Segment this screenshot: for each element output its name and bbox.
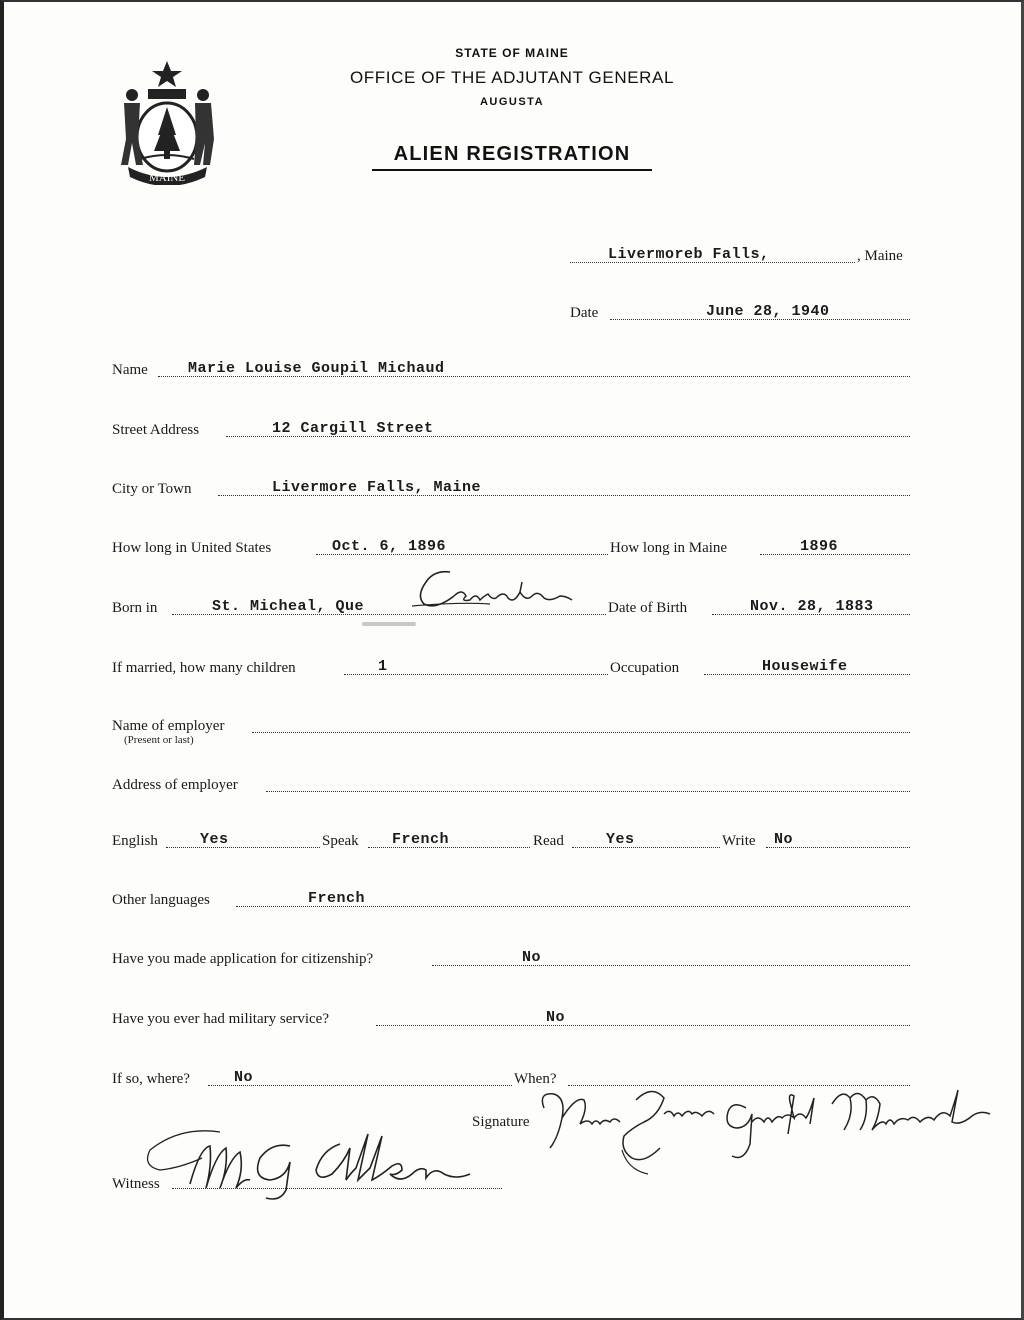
languages-row [0, 826, 1024, 852]
employer-address-row [0, 770, 1024, 796]
maine-since-value: 1896 [800, 538, 839, 555]
signature-handwritten [532, 1078, 994, 1182]
street-label: Street Address [112, 422, 200, 438]
title-underline [372, 169, 652, 171]
page-title: ALIEN REGISTRATION [393, 143, 631, 165]
date-row [0, 298, 1024, 324]
military-label: Have you ever had military service? [112, 1011, 329, 1027]
witness-handwritten [140, 1118, 480, 1208]
header-state: STATE OF MAINE [455, 46, 569, 60]
place-row [0, 241, 1024, 267]
dob-value: Nov. 28, 1883 [750, 598, 874, 615]
street-row [0, 415, 1024, 441]
where-label: If so, where? [112, 1071, 190, 1087]
name-row [0, 355, 1024, 381]
date-value: June 28, 1940 [706, 303, 830, 320]
us-since-label: How long in United States [112, 540, 272, 556]
when-label: When? [514, 1071, 557, 1087]
children-row [0, 653, 1024, 679]
speak-label: Speak [322, 833, 359, 849]
occupation-label: Occupation [610, 660, 680, 676]
signature-label: Signature [472, 1114, 530, 1130]
place-value: Livermoreb Falls, [608, 246, 770, 263]
write-label: Write [722, 833, 756, 849]
children-label: If married, how many children [112, 660, 296, 676]
city-value: Livermore Falls, Maine [272, 479, 482, 496]
citizenship-label: Have you made application for citizenship? [112, 951, 374, 967]
date-label: Date [570, 305, 599, 321]
handwritten-canada [410, 566, 580, 616]
military-value: No [546, 1009, 566, 1026]
city-row [0, 474, 1024, 500]
born-label: Born in [112, 600, 158, 616]
other-languages-label: Other languages [112, 892, 210, 908]
other-languages-row [0, 885, 1024, 911]
born-value: St. Micheal, Que [212, 598, 365, 615]
employer-sublabel: (Present or last) [124, 734, 194, 746]
dob-label: Date of Birth [608, 600, 688, 616]
write-value: No [774, 831, 794, 848]
residence-row [0, 533, 1024, 559]
name-label: Name [112, 362, 148, 378]
military-row [0, 1004, 1024, 1030]
english-label: English [112, 833, 158, 849]
occupation-value: Housewife [762, 658, 848, 675]
seal-text: MAINE [148, 172, 186, 184]
children-value: 1 [378, 658, 388, 675]
header-city: AUGUSTA [479, 96, 545, 108]
other-languages-value: French [308, 890, 366, 907]
street-value: 12 Cargill Street [272, 420, 434, 437]
where-value: No [234, 1069, 254, 1086]
header-office: OFFICE OF THE ADJUTANT GENERAL [349, 68, 675, 87]
citizenship-value: No [522, 949, 542, 966]
read-label: Read [533, 833, 564, 849]
read-value: Yes [606, 831, 635, 848]
place-suffix: , Maine [857, 248, 903, 264]
ink-smudge [362, 622, 416, 626]
maine-since-label: How long in Maine [610, 540, 728, 556]
employer-address-label: Address of employer [112, 777, 238, 793]
witness-label: Witness [112, 1176, 160, 1192]
speak-value: French [392, 831, 450, 848]
us-since-value: Oct. 6, 1896 [332, 538, 447, 555]
english-value: Yes [200, 831, 229, 848]
city-label: City or Town [112, 481, 192, 497]
citizenship-row [0, 944, 1024, 970]
name-value: Marie Louise Goupil Michaud [188, 360, 445, 377]
employer-label: Name of employer [112, 718, 225, 734]
